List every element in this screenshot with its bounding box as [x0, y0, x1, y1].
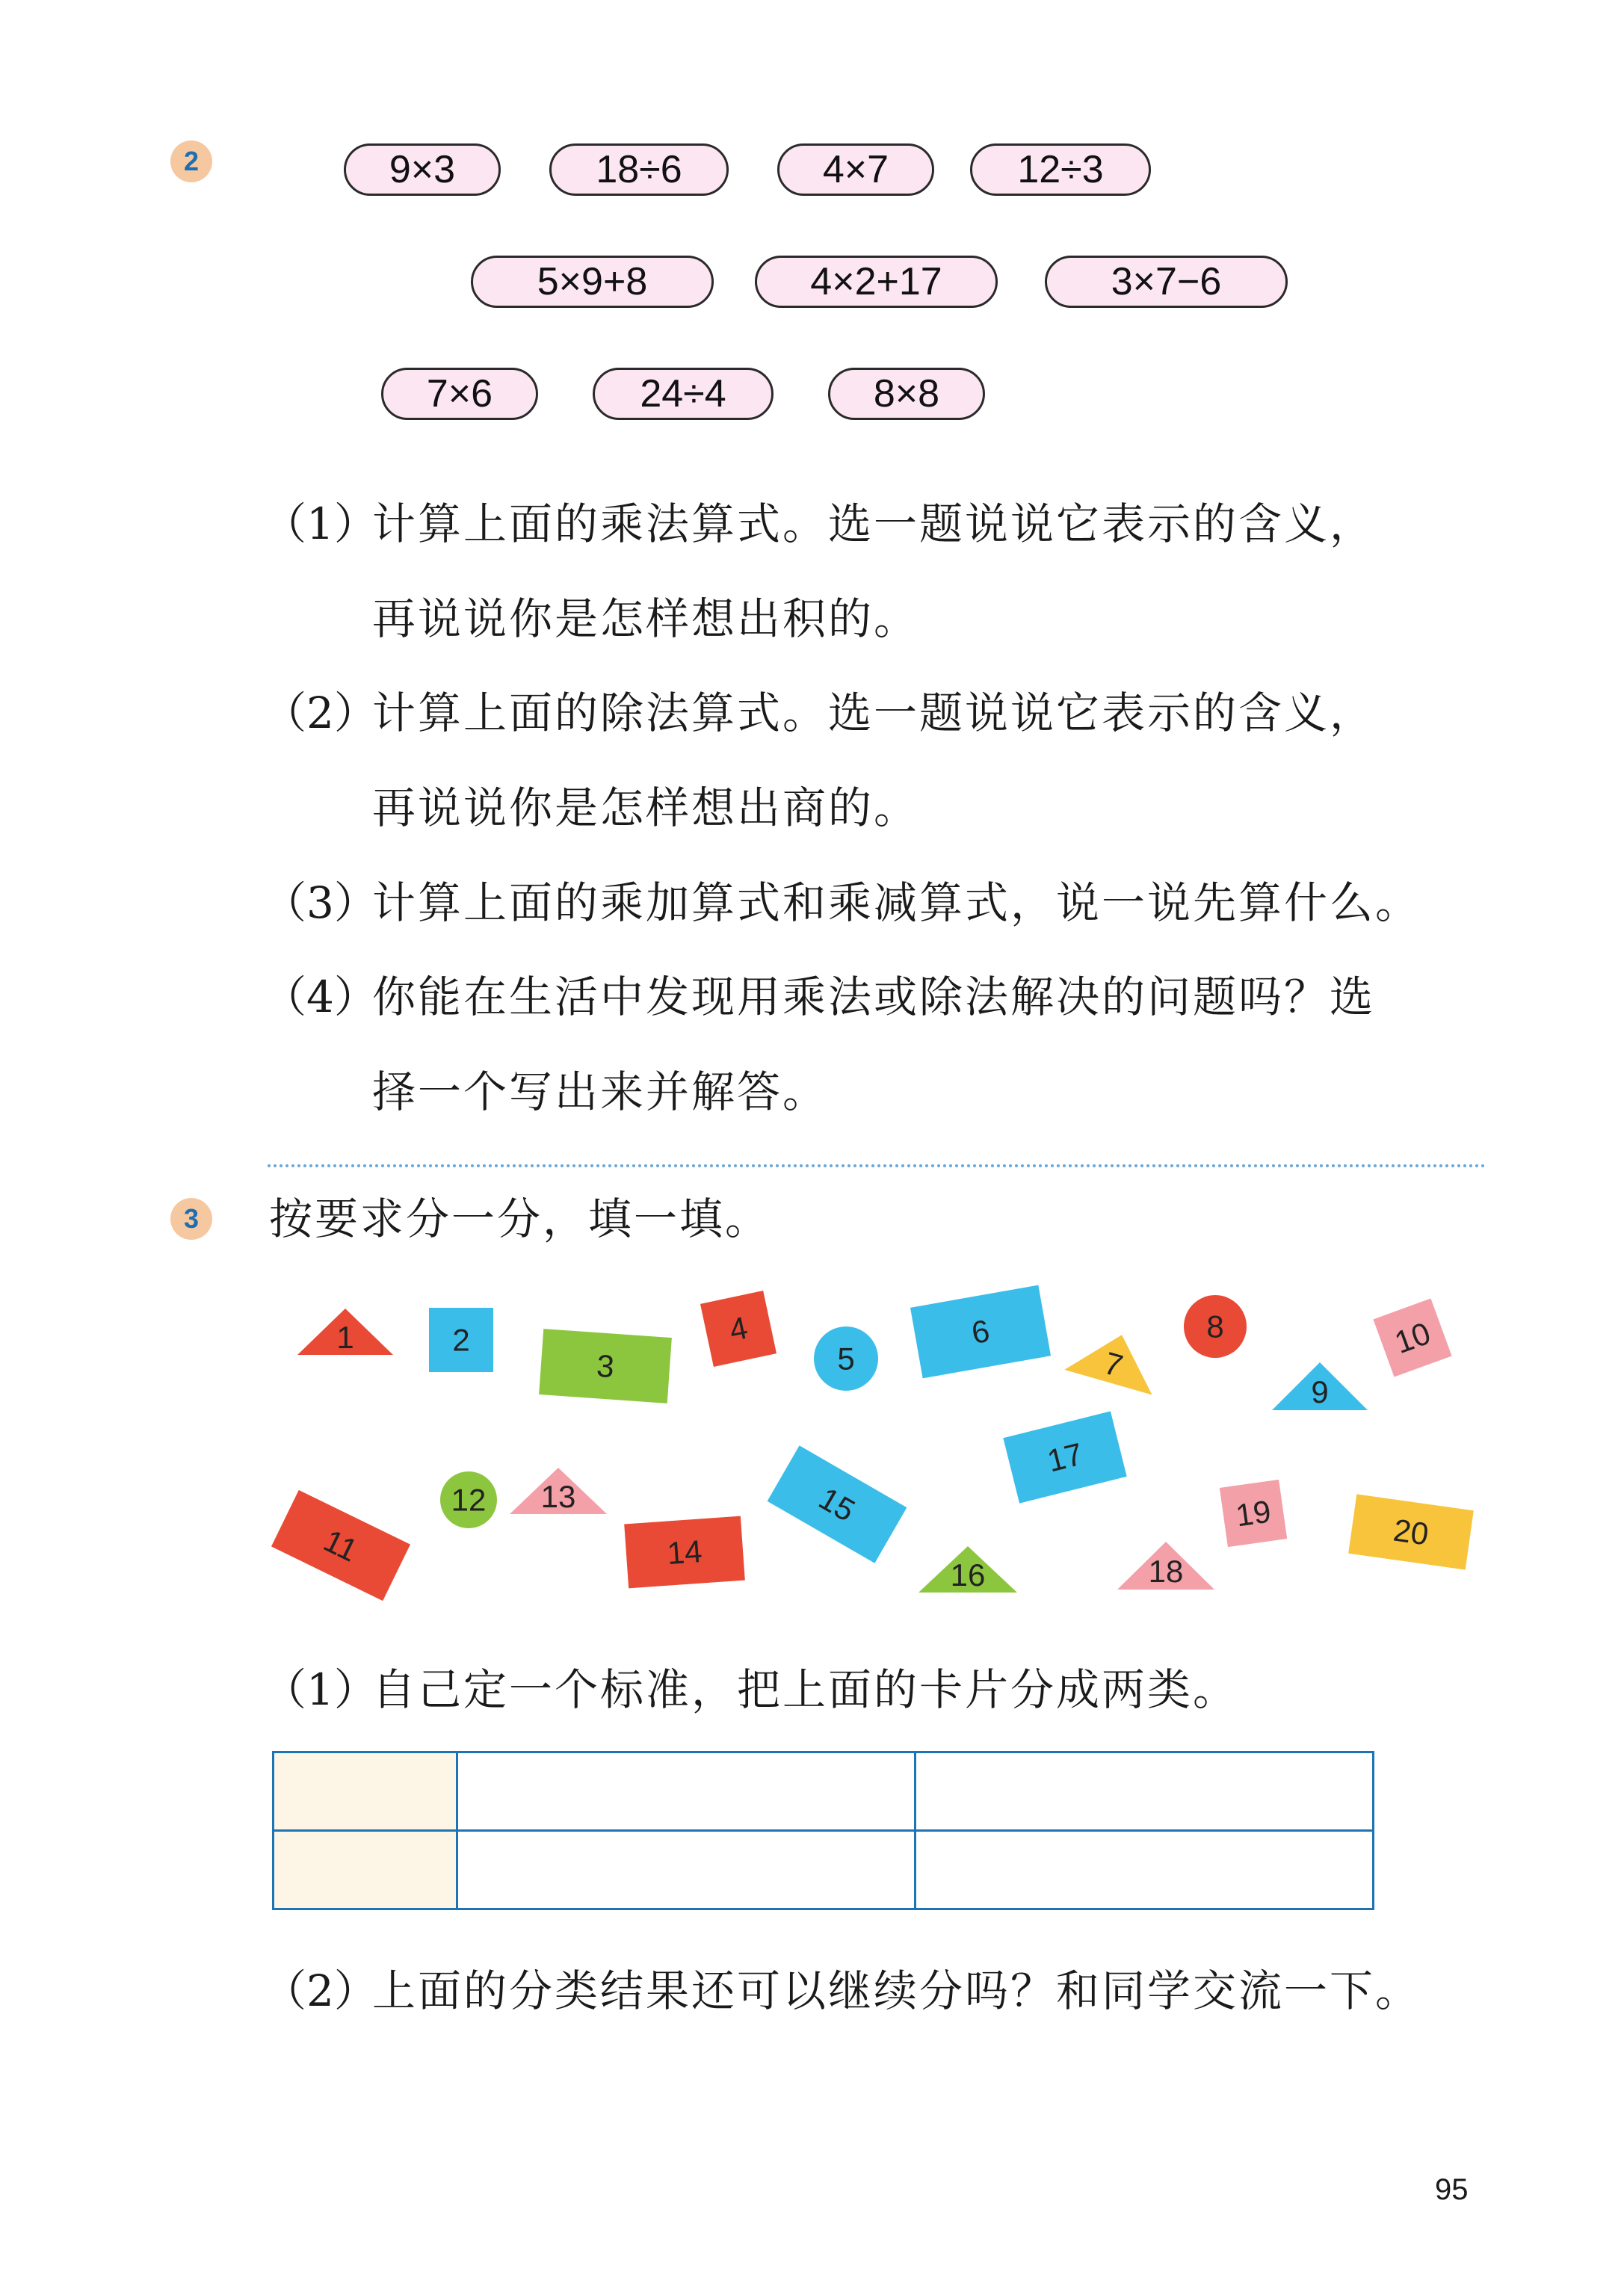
shape-card-7	[1064, 1322, 1165, 1394]
shape-card-number: 20	[1391, 1512, 1431, 1552]
problem-3-badge: 3	[170, 1198, 212, 1240]
shape-card-number: 11	[318, 1522, 363, 1569]
shape-card-number: 13	[540, 1478, 576, 1514]
page-number: 95	[1435, 2173, 1469, 2206]
shape-card-2	[429, 1308, 493, 1372]
expression-card: 7×6	[381, 368, 538, 420]
question-number: （2）	[263, 688, 377, 738]
shape-card-18	[1117, 1542, 1214, 1590]
shape-card-number: 3	[595, 1347, 616, 1385]
shape-card-number: 9	[1311, 1374, 1329, 1410]
shape-card-16	[918, 1546, 1017, 1593]
question-number: （4）	[263, 972, 377, 1022]
shape-card-number: 1	[336, 1319, 354, 1355]
question-text: 你能在生活中发现用乘法或除法解决的问题吗？选	[372, 972, 1376, 1022]
question-text: 上面的分类结果还可以继续分吗？和同学交流一下。	[372, 1965, 1421, 2016]
shape-card-19	[1220, 1480, 1287, 1547]
expression-card: 24÷4	[593, 368, 774, 420]
shape-card-6	[910, 1285, 1051, 1379]
problem-3-title: 按要求分一分，填一填。	[269, 1193, 771, 1244]
shape-card-20	[1348, 1494, 1474, 1569]
shape-card-3	[539, 1329, 672, 1403]
shape-card-number: 18	[1148, 1554, 1184, 1590]
answer-cell[interactable]	[916, 1831, 1374, 1909]
shape-card-5	[814, 1326, 878, 1391]
shape-card-number: 2	[452, 1322, 470, 1358]
question-number: （1）	[263, 498, 377, 549]
shape-card-1	[297, 1309, 393, 1355]
question-text: 计算上面的乘加算式和乘减算式，说一说先算什么。	[372, 877, 1421, 928]
shape-card-number: 15	[813, 1480, 861, 1529]
expression-card: 3×7−6	[1045, 256, 1288, 308]
classification-table	[272, 1751, 1374, 1910]
question-number: （3）	[263, 877, 377, 928]
shape-card-number: 4	[726, 1309, 751, 1348]
question-text: 计算上面的除法算式。选一题说说它表示的含义，	[372, 688, 1376, 738]
shape-card-9	[1272, 1362, 1368, 1410]
question-text: 择一个写出来并解答。	[372, 1066, 829, 1117]
shape-card-number: 19	[1233, 1493, 1273, 1533]
question-text: 再说说你是怎样想出商的。	[372, 782, 920, 833]
expression-card: 8×8	[828, 368, 985, 420]
question-text: 自己定一个标准，把上面的卡片分成两类。	[372, 1664, 1239, 1715]
shape-card-number: 17	[1043, 1436, 1087, 1479]
table-row	[274, 1752, 1374, 1831]
expression-card: 18÷6	[549, 143, 729, 196]
expression-card: 4×7	[777, 143, 934, 196]
answer-cell[interactable]	[916, 1752, 1374, 1831]
shape-card-13	[510, 1468, 607, 1514]
expression-card: 12÷3	[970, 143, 1151, 196]
shape-card-17	[1003, 1411, 1126, 1503]
category-label-cell[interactable]	[274, 1831, 457, 1909]
shape-card-number: 10	[1390, 1315, 1435, 1361]
shape-card-8	[1184, 1295, 1247, 1358]
expression-card: 5×9+8	[471, 256, 714, 308]
shape-card-number: 12	[451, 1482, 487, 1518]
expression-card: 9×3	[344, 143, 501, 196]
answer-cell[interactable]	[457, 1752, 916, 1831]
shape-card-number: 16	[950, 1557, 986, 1593]
shape-card-number: 8	[1206, 1309, 1224, 1344]
shape-card-11	[271, 1490, 410, 1601]
shape-card-10	[1373, 1298, 1451, 1377]
expression-card: 4×2+17	[755, 256, 998, 308]
answer-cell[interactable]	[457, 1831, 916, 1909]
question-text: 再说说你是怎样想出积的。	[372, 593, 920, 644]
shape-card-4	[700, 1291, 777, 1367]
question-text: 计算上面的乘法算式。选一题说说它表示的含义，	[372, 498, 1376, 549]
shape-card-number: 7	[1100, 1344, 1127, 1384]
table-row	[274, 1831, 1374, 1909]
shape-card-12	[440, 1471, 497, 1528]
shape-card-14	[624, 1516, 745, 1589]
shape-card-number: 5	[837, 1341, 855, 1377]
shape-card-number: 6	[969, 1312, 992, 1351]
question-number: （2）	[263, 1965, 377, 2016]
problem-2-badge: 2	[170, 140, 212, 182]
question-number: （1）	[263, 1664, 377, 1715]
shape-card-15	[768, 1445, 907, 1563]
category-label-cell[interactable]	[274, 1752, 457, 1831]
shape-card-number: 14	[666, 1533, 703, 1572]
